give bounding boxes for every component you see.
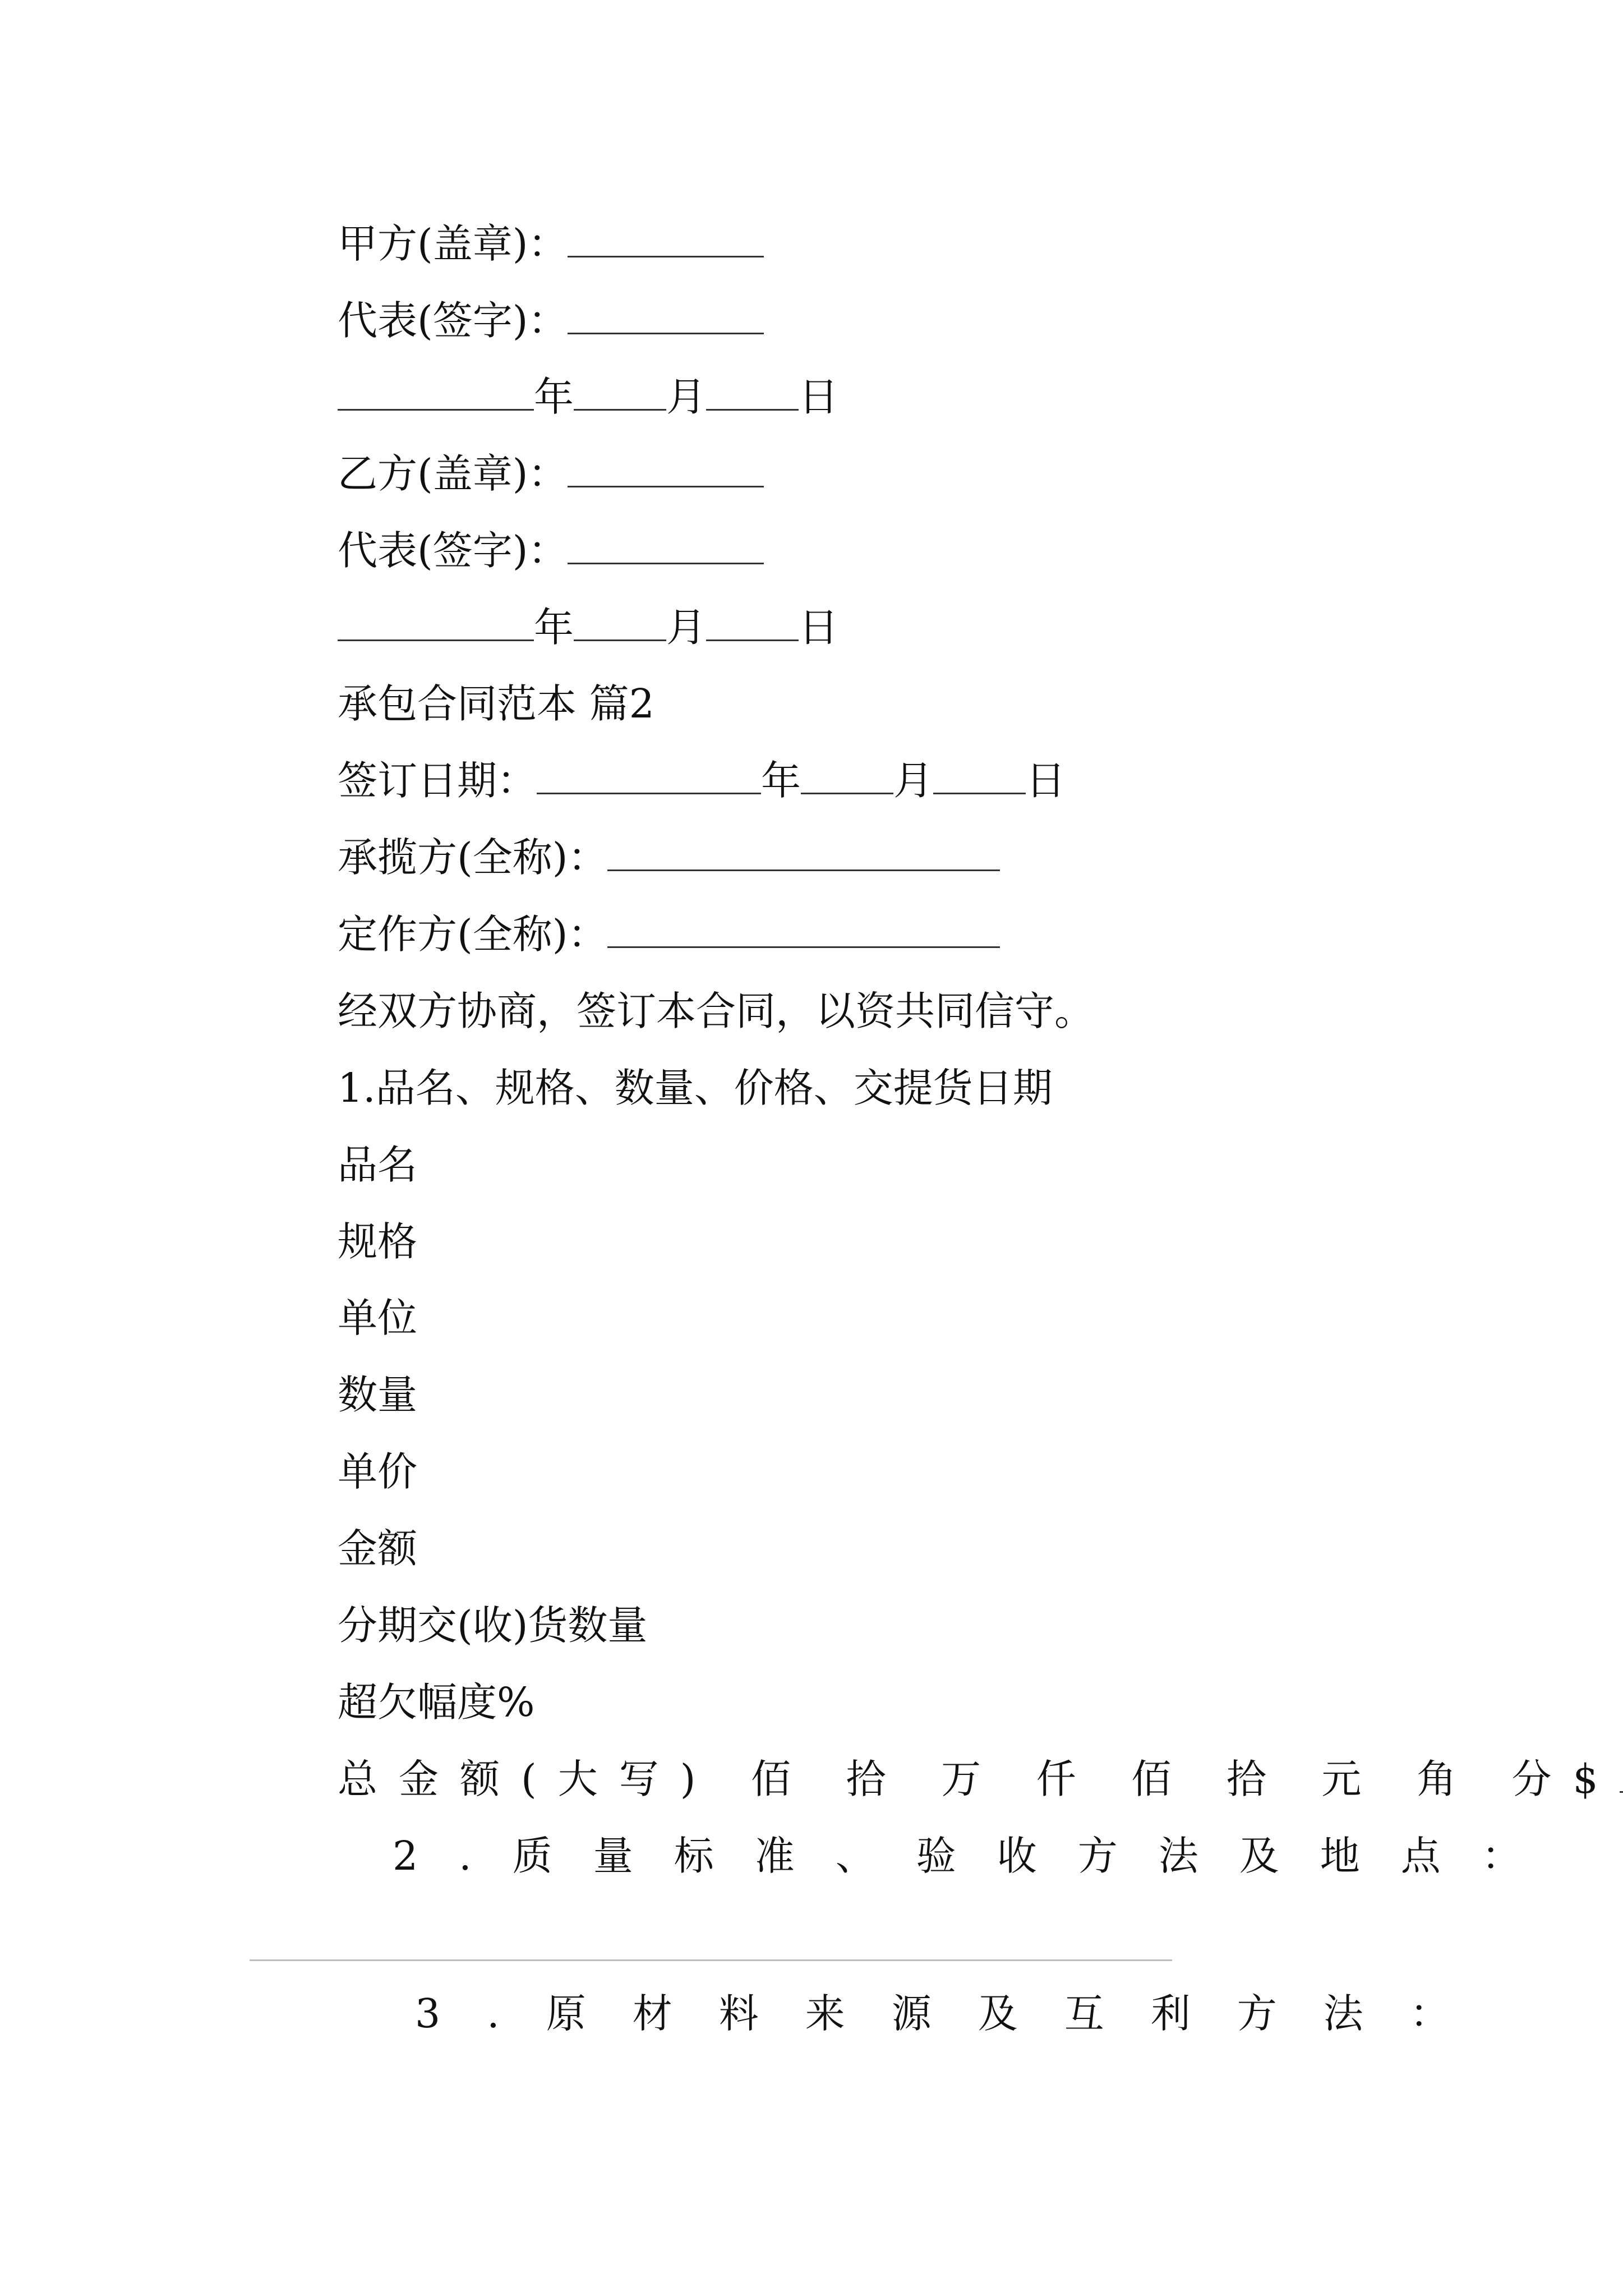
party-a-rep-blank[interactable]: [568, 305, 764, 334]
party-a-seal-label: 甲方(盖章)：: [338, 220, 568, 267]
client-blank[interactable]: [607, 918, 1000, 948]
intro-text: 经双方协商，签订本合同，以资共同信守。: [338, 988, 1095, 1034]
party-b-seal-line: [338, 449, 764, 499]
party-a-rep-line: [338, 296, 764, 346]
year-label: 年: [534, 374, 574, 420]
party-b-seal-blank[interactable]: [568, 458, 764, 487]
field-quantity: 数量: [338, 1372, 418, 1418]
total-amount-blank[interactable]: [1620, 1763, 1623, 1793]
party-b-year-blank[interactable]: [338, 611, 534, 641]
party-a-seal-line: [338, 219, 764, 269]
party-b-rep-line: [338, 526, 764, 576]
sign-month-blank[interactable]: [801, 765, 893, 794]
month-label: 月: [893, 757, 934, 804]
contractor-blank[interactable]: [607, 841, 1000, 871]
field-installment-qty: 分期交(收)货数量: [338, 1602, 648, 1649]
sign-date-line: [338, 756, 1066, 806]
clause3: 3.原材料来源及互利方法：: [415, 1990, 1496, 2037]
year-label: 年: [534, 604, 574, 651]
day-label: 日: [799, 374, 839, 420]
contractor-label: 承揽方(全称)：: [338, 834, 608, 881]
field-unit-price: 单价: [338, 1448, 418, 1495]
client-line: [338, 909, 1000, 960]
section-title: 承包合同范本 篇2: [338, 680, 654, 727]
day-label: 日: [1026, 757, 1066, 804]
day-label: 日: [799, 604, 839, 651]
month-label: 月: [666, 604, 707, 651]
field-tolerance: 超欠幅度%: [338, 1679, 535, 1726]
party-a-seal-blank[interactable]: [568, 228, 764, 257]
party-b-rep-blank[interactable]: [568, 535, 764, 564]
field-spec: 规格: [338, 1218, 418, 1265]
month-label: 月: [666, 374, 707, 420]
clause1-title: 1.品名、规格、数量、价格、交提货日期: [338, 1065, 1053, 1111]
party-a-month-blank[interactable]: [574, 381, 666, 411]
year-label: 年: [761, 757, 801, 804]
clause2: 2.质量标准、验收方法及地点：: [393, 1833, 1562, 1879]
party-b-day-blank[interactable]: [706, 611, 799, 641]
party-b-date-line: [338, 602, 838, 653]
party-a-date-line: [338, 372, 838, 422]
party-b-rep-label: 代表(签字)：: [338, 527, 568, 574]
total-amount-label: 总金额(大写) 佰 拾 万 仟 佰 拾 元 角 分$: [338, 1756, 1620, 1802]
party-b-month-blank[interactable]: [574, 611, 666, 641]
field-unit: 单位: [338, 1295, 418, 1341]
party-b-seal-label: 乙方(盖章)：: [338, 450, 568, 497]
party-a-year-blank[interactable]: [338, 381, 534, 411]
party-a-day-blank[interactable]: [706, 381, 799, 411]
field-product-name: 品名: [338, 1142, 418, 1188]
sign-year-blank[interactable]: [537, 765, 761, 794]
field-amount: 金额: [338, 1525, 418, 1572]
total-amount-line: [338, 1754, 1623, 1805]
contractor-line: [338, 832, 1000, 883]
sign-day-blank[interactable]: [933, 765, 1026, 794]
client-label: 定作方(全称)：: [338, 911, 608, 958]
party-a-rep-label: 代表(签字)：: [338, 297, 568, 344]
separator-line: [250, 1959, 1172, 1961]
sign-date-label: 签订日期：: [338, 757, 537, 804]
